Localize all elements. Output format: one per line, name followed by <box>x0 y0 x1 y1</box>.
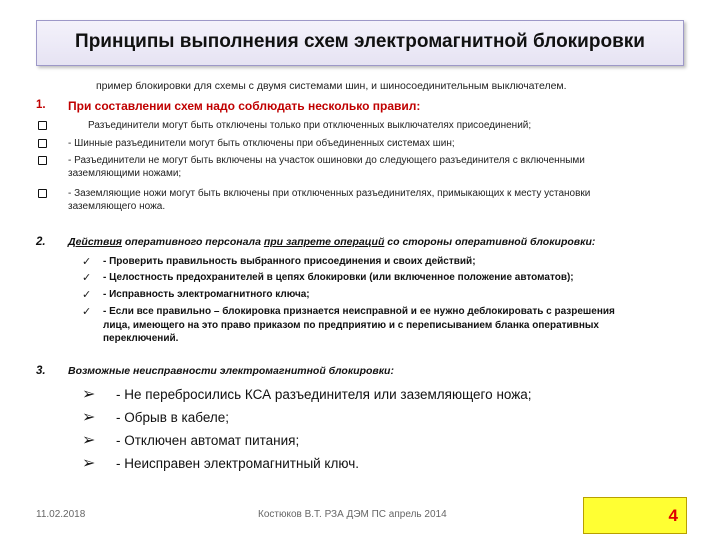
rule-item: Разъединители могут быть отключены только при отключенных выключателях присоединений; <box>88 120 532 131</box>
square-bullet-icon <box>38 121 47 133</box>
section3-heading: Возможные неисправности электромагнитной блокировки: <box>68 365 394 377</box>
fault-item: - Неисправен электромагнитный ключ. <box>116 456 359 471</box>
fault-item: - Обрыв в кабеле; <box>116 410 230 425</box>
section1-number: 1. <box>36 99 46 111</box>
rule-item: - Шинные разъединители могут быть отключены при объединенных системах шин; <box>68 138 455 149</box>
section1-heading: При составлении схем надо соблюдать несколько правил: <box>68 99 421 113</box>
check-item: - Если все правильно – блокировка признается неисправной и ее нужно деблокировать с разрешения лица, имеющего на это право приказом по предприятию и с переписыванием бланка оперативных переключений. <box>103 306 615 344</box>
square-bullet-icon <box>38 156 47 168</box>
checkmark-icon: ✓ <box>82 306 92 318</box>
fault-item: - Не перебросились КСА разъединителя или заземляющего ножа; <box>116 387 532 402</box>
section3-number: 3. <box>36 365 46 377</box>
footer-author: Костюков В.Т. РЗА ДЭМ ПС апрель 2014 <box>258 509 447 520</box>
square-bullet-icon <box>38 139 47 151</box>
rule-item: - Разъединители не могут быть включены на участок ошиновки до следующего разъединителя с включенными заземляющими ножами; <box>68 155 585 179</box>
page-number-box <box>583 497 687 534</box>
square-bullet-icon <box>38 189 47 201</box>
arrow-bullet-icon: ➢ <box>82 455 96 472</box>
section2-heading: Действия оперативного персонала при запрете операций со стороны оперативной блокировки: <box>68 236 596 248</box>
footer-date: 11.02.2018 <box>36 509 86 520</box>
checkmark-icon: ✓ <box>82 289 92 301</box>
subtitle: пример блокировки для схемы с двумя системами шин, и шиносоединительным выключателем. <box>96 80 567 92</box>
page-number: 4 <box>668 506 678 525</box>
section2-number: 2. <box>36 236 46 248</box>
checkmark-icon: ✓ <box>82 256 92 268</box>
rule-item: - Заземляющие ножи могут быть включены при отключенных разъединителях, примыкающих к месту установки заземляющего ножа. <box>68 188 591 212</box>
fault-item: - Отключен автомат питания; <box>116 433 300 448</box>
check-item: - Проверить правильность выбранного присоединения и своих действий; <box>103 256 476 267</box>
checkmark-icon: ✓ <box>82 272 92 284</box>
page-title: Принципы выполнения схем электромагнитной блокировки <box>75 31 645 52</box>
check-item: - Целостность предохранителей в цепях блокировки (или включенное положение автоматов); <box>103 272 574 283</box>
arrow-bullet-icon: ➢ <box>82 409 96 426</box>
arrow-bullet-icon: ➢ <box>82 432 96 449</box>
check-item: - Исправность электромагнитного ключа; <box>103 289 310 300</box>
arrow-bullet-icon: ➢ <box>82 386 96 403</box>
title-box <box>36 20 684 66</box>
